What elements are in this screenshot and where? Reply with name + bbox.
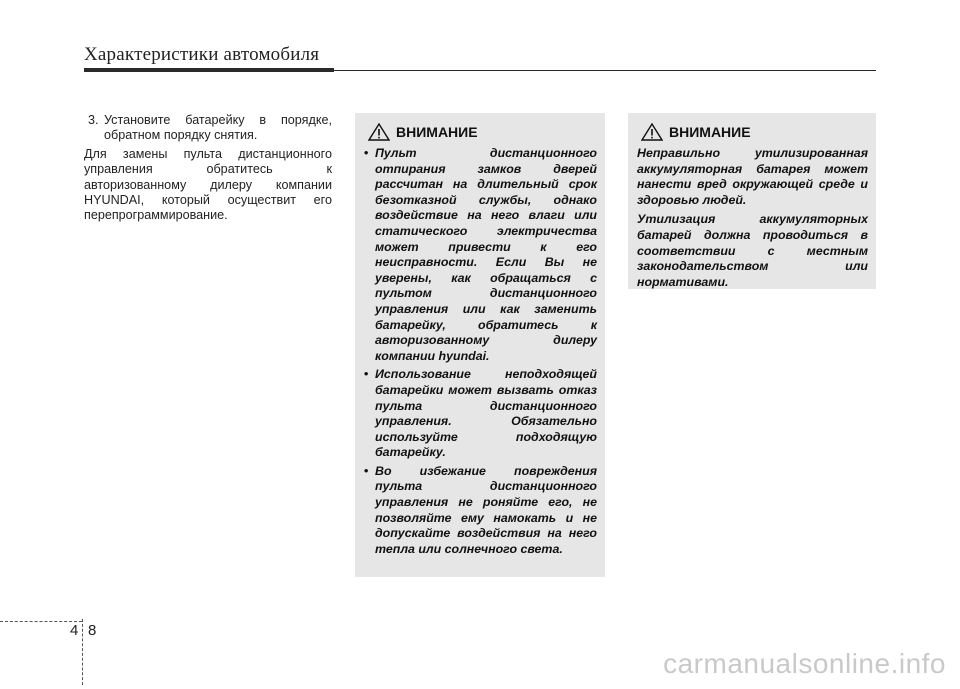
- warning-body: [637, 146, 868, 290]
- step-number: 3.: [88, 113, 99, 127]
- warning-item-text: Пульт дистанционного отпирания замков дверей рассчитан на длительный срок безотказной службы, однако воздействие на него влаги или статического электричества может привести к его неисправности. Если Вы не уверены, как обращаться с пультом дистанционного управления или как заменить батарейку, обратитесь к авторизованному дилеру компании hyundai.: [375, 146, 597, 363]
- bullet: •: [364, 146, 369, 160]
- bullet: •: [364, 367, 369, 382]
- warning-paragraph: Неправильно утилизированная аккумуляторная батарея может нанести вред окружающей среде и здоровью людей.: [637, 146, 868, 207]
- warning-item: [364, 464, 597, 558]
- page-number: 8: [88, 622, 97, 639]
- step-text: Установите батарейку в порядке, обратном порядку снятия.: [104, 113, 332, 143]
- warning-list: [364, 146, 597, 557]
- header-rule-thin: [334, 70, 876, 71]
- section-number: 4: [70, 622, 79, 639]
- warning-box-remote: [355, 113, 605, 577]
- page-number-divider: [82, 619, 83, 685]
- warning-item: [364, 367, 597, 461]
- warning-header: [364, 123, 597, 141]
- warning-triangle-icon: [641, 123, 663, 141]
- instructions-column: [84, 113, 332, 224]
- warning-paragraph: Утилизация аккумуляторных батарей должна проводиться в соответствии с местным законодательством или нормативами.: [637, 212, 868, 289]
- warning-item-text: Во избежание повреждения пульта дистанционного управления не роняйте его, не позволяйте ему намокать и не допускайте воздействия на него тепла или солнечного света.: [375, 463, 597, 556]
- page-section-title: Характеристики автомобиля: [84, 44, 320, 65]
- warning-header: [637, 123, 868, 141]
- warning-title: ВНИМАНИЕ: [396, 124, 478, 140]
- warning-box-battery-disposal: [628, 113, 876, 289]
- header-rule-thick: [84, 68, 334, 72]
- warning-item-text: Использование неподходящей батарейки может вызвать отказ пульта дистанционного управления. Обязательно используйте подходящую батарейку.: [375, 367, 597, 460]
- watermark: carmanualsonline.info: [663, 648, 946, 679]
- warning-title: ВНИМАНИЕ: [669, 124, 751, 140]
- replacement-paragraph: Для замены пульта дистанционного управления обратитесь к авторизованному дилеру компании HYUNDAI, который осуществит его перепрограммирование.: [84, 146, 332, 223]
- warning-triangle-icon: [368, 123, 390, 141]
- warning-item: [364, 146, 597, 364]
- bullet: •: [364, 463, 369, 478]
- step-3: [84, 113, 332, 144]
